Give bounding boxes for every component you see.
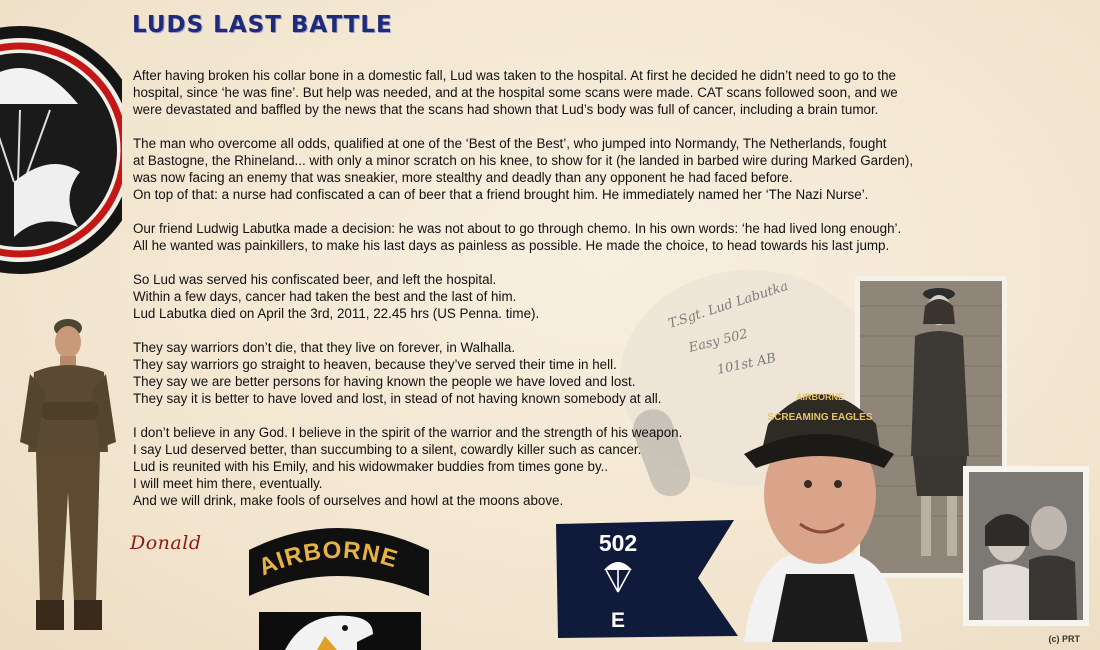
airborne-eagle-patch	[245, 516, 435, 650]
article-line: On top of that: a nurse had confiscated a can of beer that a friend brought him. He immediately named her ‘The Nazi Nurse’.	[133, 187, 869, 202]
article-line: They say warriors go straight to heaven, because they’ve served their time in hell.	[133, 357, 617, 372]
article-line: The man who overcome all odds, qualified at one of the ‘Best of the Best’, who jumped into Normandy, The Netherlands, fought	[133, 136, 887, 151]
soldier-portrait	[12, 302, 124, 642]
article-line: And we will drink, make fools of ourselves and howl at the moons above.	[133, 493, 564, 508]
article-line: I will meet him there, eventually.	[133, 476, 323, 491]
article-paragraph	[133, 135, 1033, 203]
article-line: They say it is better to have loved and lost, in stead of not having known somebody at all.	[133, 391, 662, 406]
cap-text-top: AIRBORNE	[795, 392, 845, 402]
article-paragraph	[133, 220, 1033, 254]
flag-letter: E	[610, 609, 626, 632]
flag-number: 502	[598, 530, 638, 556]
article-line: They say warriors don’t die, that they live on forever, in Walhalla.	[133, 340, 516, 355]
regiment-guidon-flag	[548, 514, 740, 642]
airborne-tab-text: AIRBORNE	[254, 536, 402, 582]
article-paragraph	[133, 67, 1033, 118]
article-line: So Lud was served his confiscated beer, and left the hospital.	[133, 272, 497, 287]
article-body	[133, 67, 1033, 526]
page-title: LUDS LAST BATTLE	[132, 12, 393, 38]
article-line: I say Lud deserved better, than succumbing to a silent, cowardly killer such as cancer.	[133, 442, 642, 457]
autograph-line-3: 101st AB	[715, 350, 778, 378]
article-paragraph	[133, 424, 1033, 509]
article-paragraph	[133, 271, 1033, 322]
author-signature: Donald	[130, 532, 202, 554]
article-line: at Bastogne, the Rhineland... with only a minor scratch on his knee, to show for it (he landed in barbed wire during Marked Garden),	[133, 153, 914, 168]
article-line: Lud Labutka died on April the 3rd, 2011, 22.45 hrs (US Penna. time).	[133, 306, 540, 321]
article-line: I don’t believe in any God. I believe in the spirit of the warrior and the strength of his weapon.	[133, 425, 683, 440]
article-line: Our friend Ludwig Labutka made a decision: he was not about to go through chemo. In his own words: ‘he had lived long enough’.	[133, 221, 902, 236]
autograph-line-1: T.Sgt. Lud Labutka	[666, 278, 791, 332]
article-paragraph	[133, 339, 1033, 407]
autograph-line-2: Easy 502	[687, 326, 750, 356]
article-line: were devastated and baffled by the news that the scans had shown that Lud’s body was full of cancer, including a brain tumor.	[133, 102, 879, 117]
article-line: All he wanted was painkillers, to make his last days as painless as possible. He made the choice, to head towards his last jump.	[133, 238, 890, 253]
article-line: After having broken his collar bone in a domestic fall, Lud was taken to the hospital. At first he decided he didn’t need to go to the	[133, 68, 896, 83]
article-line: was now facing an enemy that was sneakier, more stealthy and deadly than any opponent he had faced before.	[133, 170, 793, 185]
parachute-regiment-patch	[0, 22, 122, 284]
article-line: They say we are better persons for having known the people we have loved and lost.	[133, 374, 636, 389]
cap-text-bottom: SCREAMING EAGLES	[767, 412, 873, 423]
article-line: Lud is reunited with his Emily, and his widowmaker buddies from times gone by..	[133, 459, 609, 474]
copyright-notice: (c) PRT	[1048, 634, 1080, 644]
article-line: hospital, since ‘he was fine’. But help was needed, and at the hospital some scans were made. CAT scans followed soon, and we	[133, 85, 898, 100]
article-line: Within a few days, cancer had taken the best and the last of him.	[133, 289, 517, 304]
